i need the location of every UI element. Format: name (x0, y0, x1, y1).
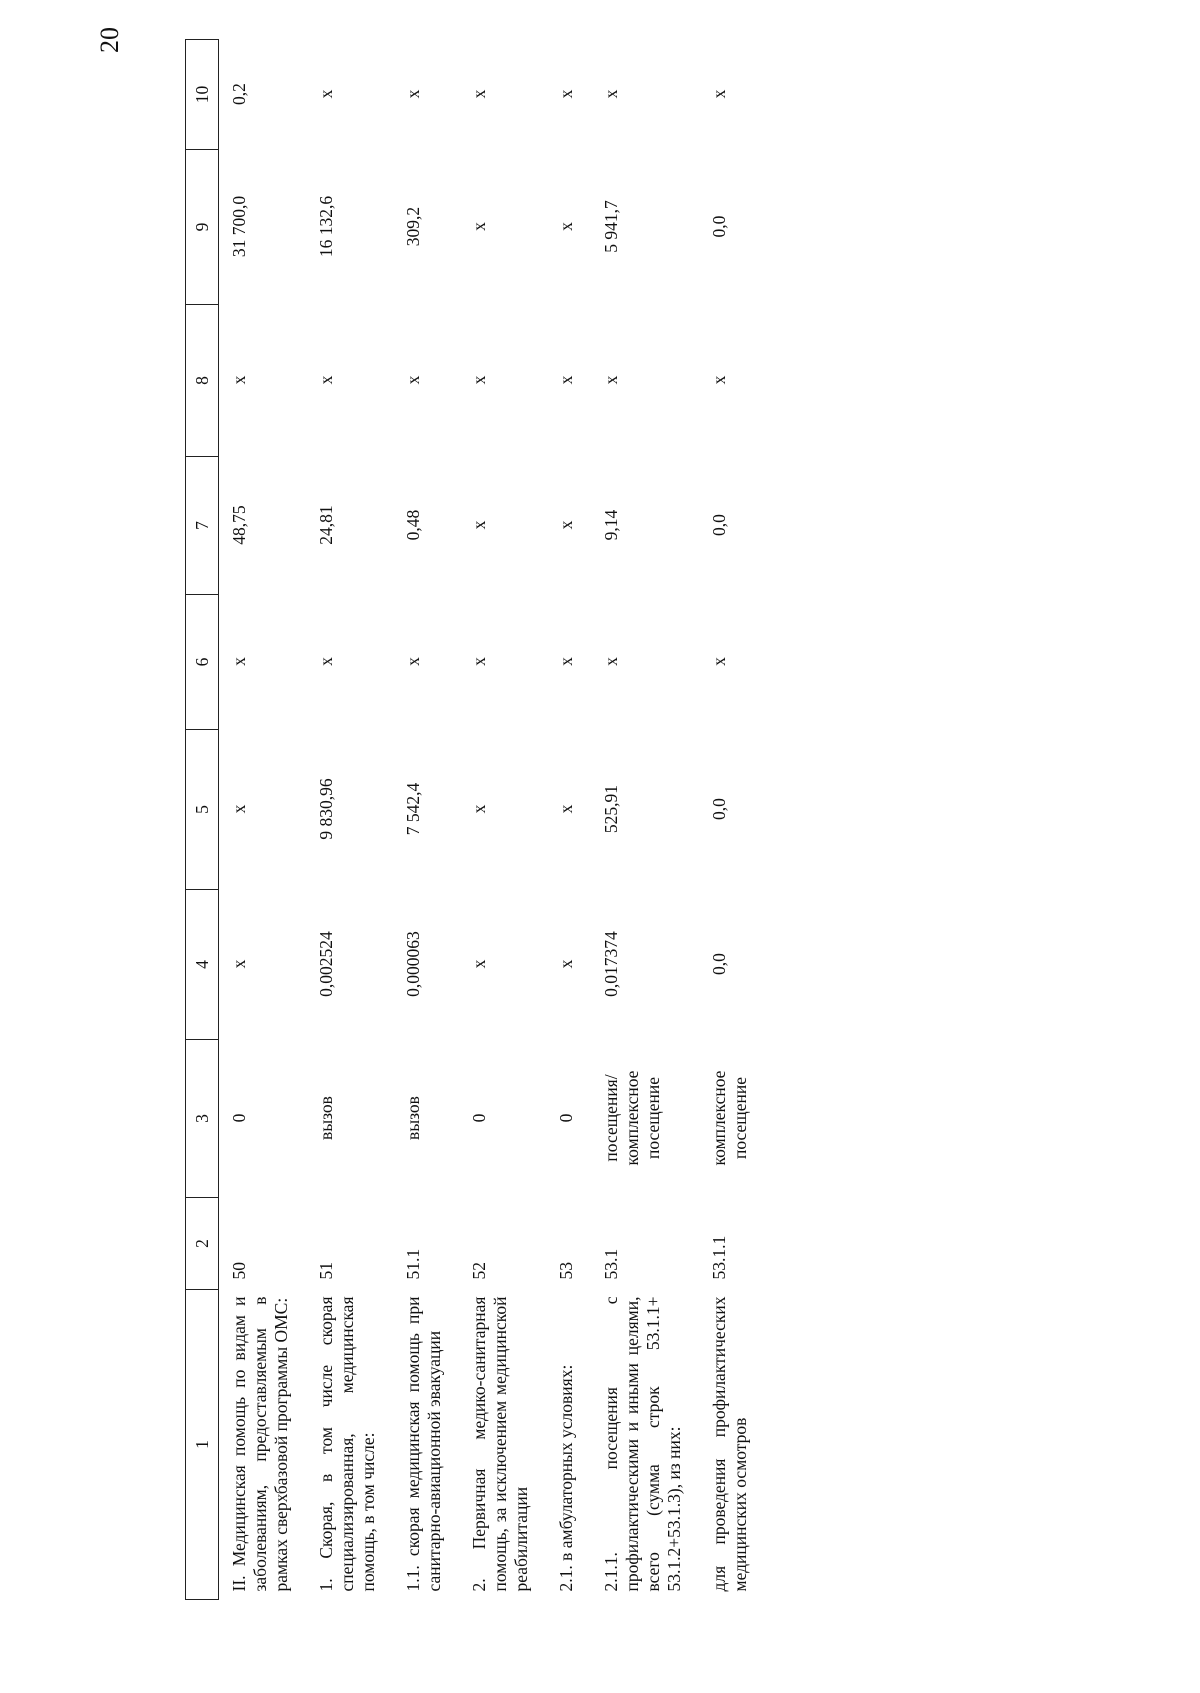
value-cell: х (229, 375, 249, 385)
header-cell: 2 (186, 1198, 219, 1290)
value-cell: х (403, 657, 423, 666)
header-cell: 6 (186, 595, 219, 730)
row-code-cell: 51.1 (403, 1248, 423, 1280)
row-name-cell: 2.1. в амбулаторных условиях: (556, 1364, 576, 1592)
row-code-cell: 50 (229, 1262, 249, 1280)
value-cell: х (556, 222, 576, 231)
table-row (306, 40, 393, 1600)
table-row (459, 40, 546, 1600)
value-cell: 9 830,96 (316, 778, 336, 840)
value-cell: 0,017374 (601, 931, 621, 997)
value-cell: х (709, 657, 729, 666)
value-cell: х (601, 657, 621, 666)
row-code-cell: 53.1 (601, 1248, 621, 1280)
row-name-cell: II. Медицинская помощь по видам и заболеваниям, предоставляемым в рамках сверхбазовой программы ОМС: (229, 1296, 291, 1592)
row-name-cell: 2.1.1. посещения с профилактическими и иными целями, всего (сумма строк 53.1.1+ 53.1.2+53.1.3), из них: (601, 1296, 684, 1592)
value-cell: 31 700,0 (229, 195, 249, 258)
value-cell: х (469, 375, 489, 385)
unit-cell: 0 (556, 1113, 576, 1123)
value-cell: х (709, 89, 729, 99)
header-cell: 9 (186, 150, 219, 305)
header-cell: 5 (186, 730, 219, 890)
row-code-cell: 52 (469, 1262, 489, 1280)
unit-cell: 0 (469, 1113, 489, 1123)
value-cell: х (556, 89, 576, 99)
value-cell: х (403, 375, 423, 385)
value-cell: х (469, 959, 489, 969)
value-cell: х (316, 657, 336, 666)
header-cell: 8 (186, 305, 219, 457)
value-cell: 525,91 (601, 784, 621, 834)
header-cell: 1 (186, 1290, 219, 1600)
header-cell: 7 (186, 457, 219, 595)
value-cell: 0,0 (709, 514, 729, 536)
value-cell: х (556, 959, 576, 969)
table-row (393, 40, 459, 1600)
table-row (699, 40, 765, 1600)
value-cell: х (709, 375, 729, 385)
value-cell: 0,48 (403, 509, 423, 541)
value-cell: х (556, 520, 576, 530)
value-cell: 0,0 (709, 215, 729, 238)
value-cell: 5 941,7 (601, 200, 621, 253)
value-cell: х (229, 804, 249, 814)
value-cell: х (469, 520, 489, 530)
row-name-cell: 1. Скорая, в том числе скорая специализированная, медицинская помощь, в том числе: (316, 1296, 378, 1592)
table-row (219, 40, 307, 1600)
unit-cell: вызов (316, 1096, 336, 1140)
value-cell: х (601, 89, 621, 99)
value-cell: 0,000063 (403, 931, 423, 997)
unit-cell: комплексное посещение (709, 1070, 750, 1166)
unit-cell: вызов (403, 1096, 423, 1140)
value-cell: х (469, 89, 489, 99)
value-cell: 0,0 (709, 798, 729, 820)
row-code-cell: 53.1.1 (709, 1235, 729, 1280)
header-cell: 10 (186, 40, 219, 150)
value-cell: х (469, 657, 489, 666)
value-cell: х (469, 222, 489, 231)
row-name-cell: 1.1. скорая медицинская помощь при санитарно-авиационной эвакуации (403, 1296, 444, 1592)
value-cell: 16 132,6 (316, 195, 336, 258)
row-name-cell: 2. Первичная медико-санитарная помощь, за исключением медицинской реабилитации (469, 1296, 531, 1592)
value-cell: 48,75 (229, 505, 249, 545)
value-cell: 0,2 (229, 83, 249, 105)
row-code-cell: 51 (316, 1262, 336, 1280)
value-cell: х (601, 375, 621, 385)
table-row (546, 40, 591, 1600)
value-cell: х (229, 959, 249, 969)
row-name-cell: для проведения профилактических медицинских осмотров (709, 1296, 750, 1592)
value-cell: 309,2 (403, 206, 423, 247)
value-cell: 0,002524 (316, 931, 336, 997)
table-row (591, 40, 699, 1600)
value-cell: х (316, 89, 336, 99)
rotated-table-sheet (185, 40, 1195, 1600)
value-cell: 9,14 (601, 509, 621, 541)
page-number: 20 (95, 27, 124, 53)
header-cell: 3 (186, 1040, 219, 1198)
header-row (186, 40, 219, 1600)
value-cell: х (556, 375, 576, 385)
value-cell: 7 542,4 (403, 782, 423, 836)
value-cell: 0,0 (709, 953, 729, 975)
value-cell: х (556, 804, 576, 814)
data-table (185, 39, 765, 1600)
value-cell: х (403, 89, 423, 99)
value-cell: х (469, 804, 489, 814)
value-cell: х (556, 657, 576, 666)
unit-cell: 0 (229, 1113, 249, 1123)
value-cell: 24,81 (316, 505, 336, 545)
row-code-cell: 53 (556, 1262, 576, 1280)
header-cell: 4 (186, 890, 219, 1040)
value-cell: х (316, 375, 336, 385)
unit-cell: посещения/ комплексное посещение (601, 1070, 663, 1166)
value-cell: х (229, 657, 249, 666)
